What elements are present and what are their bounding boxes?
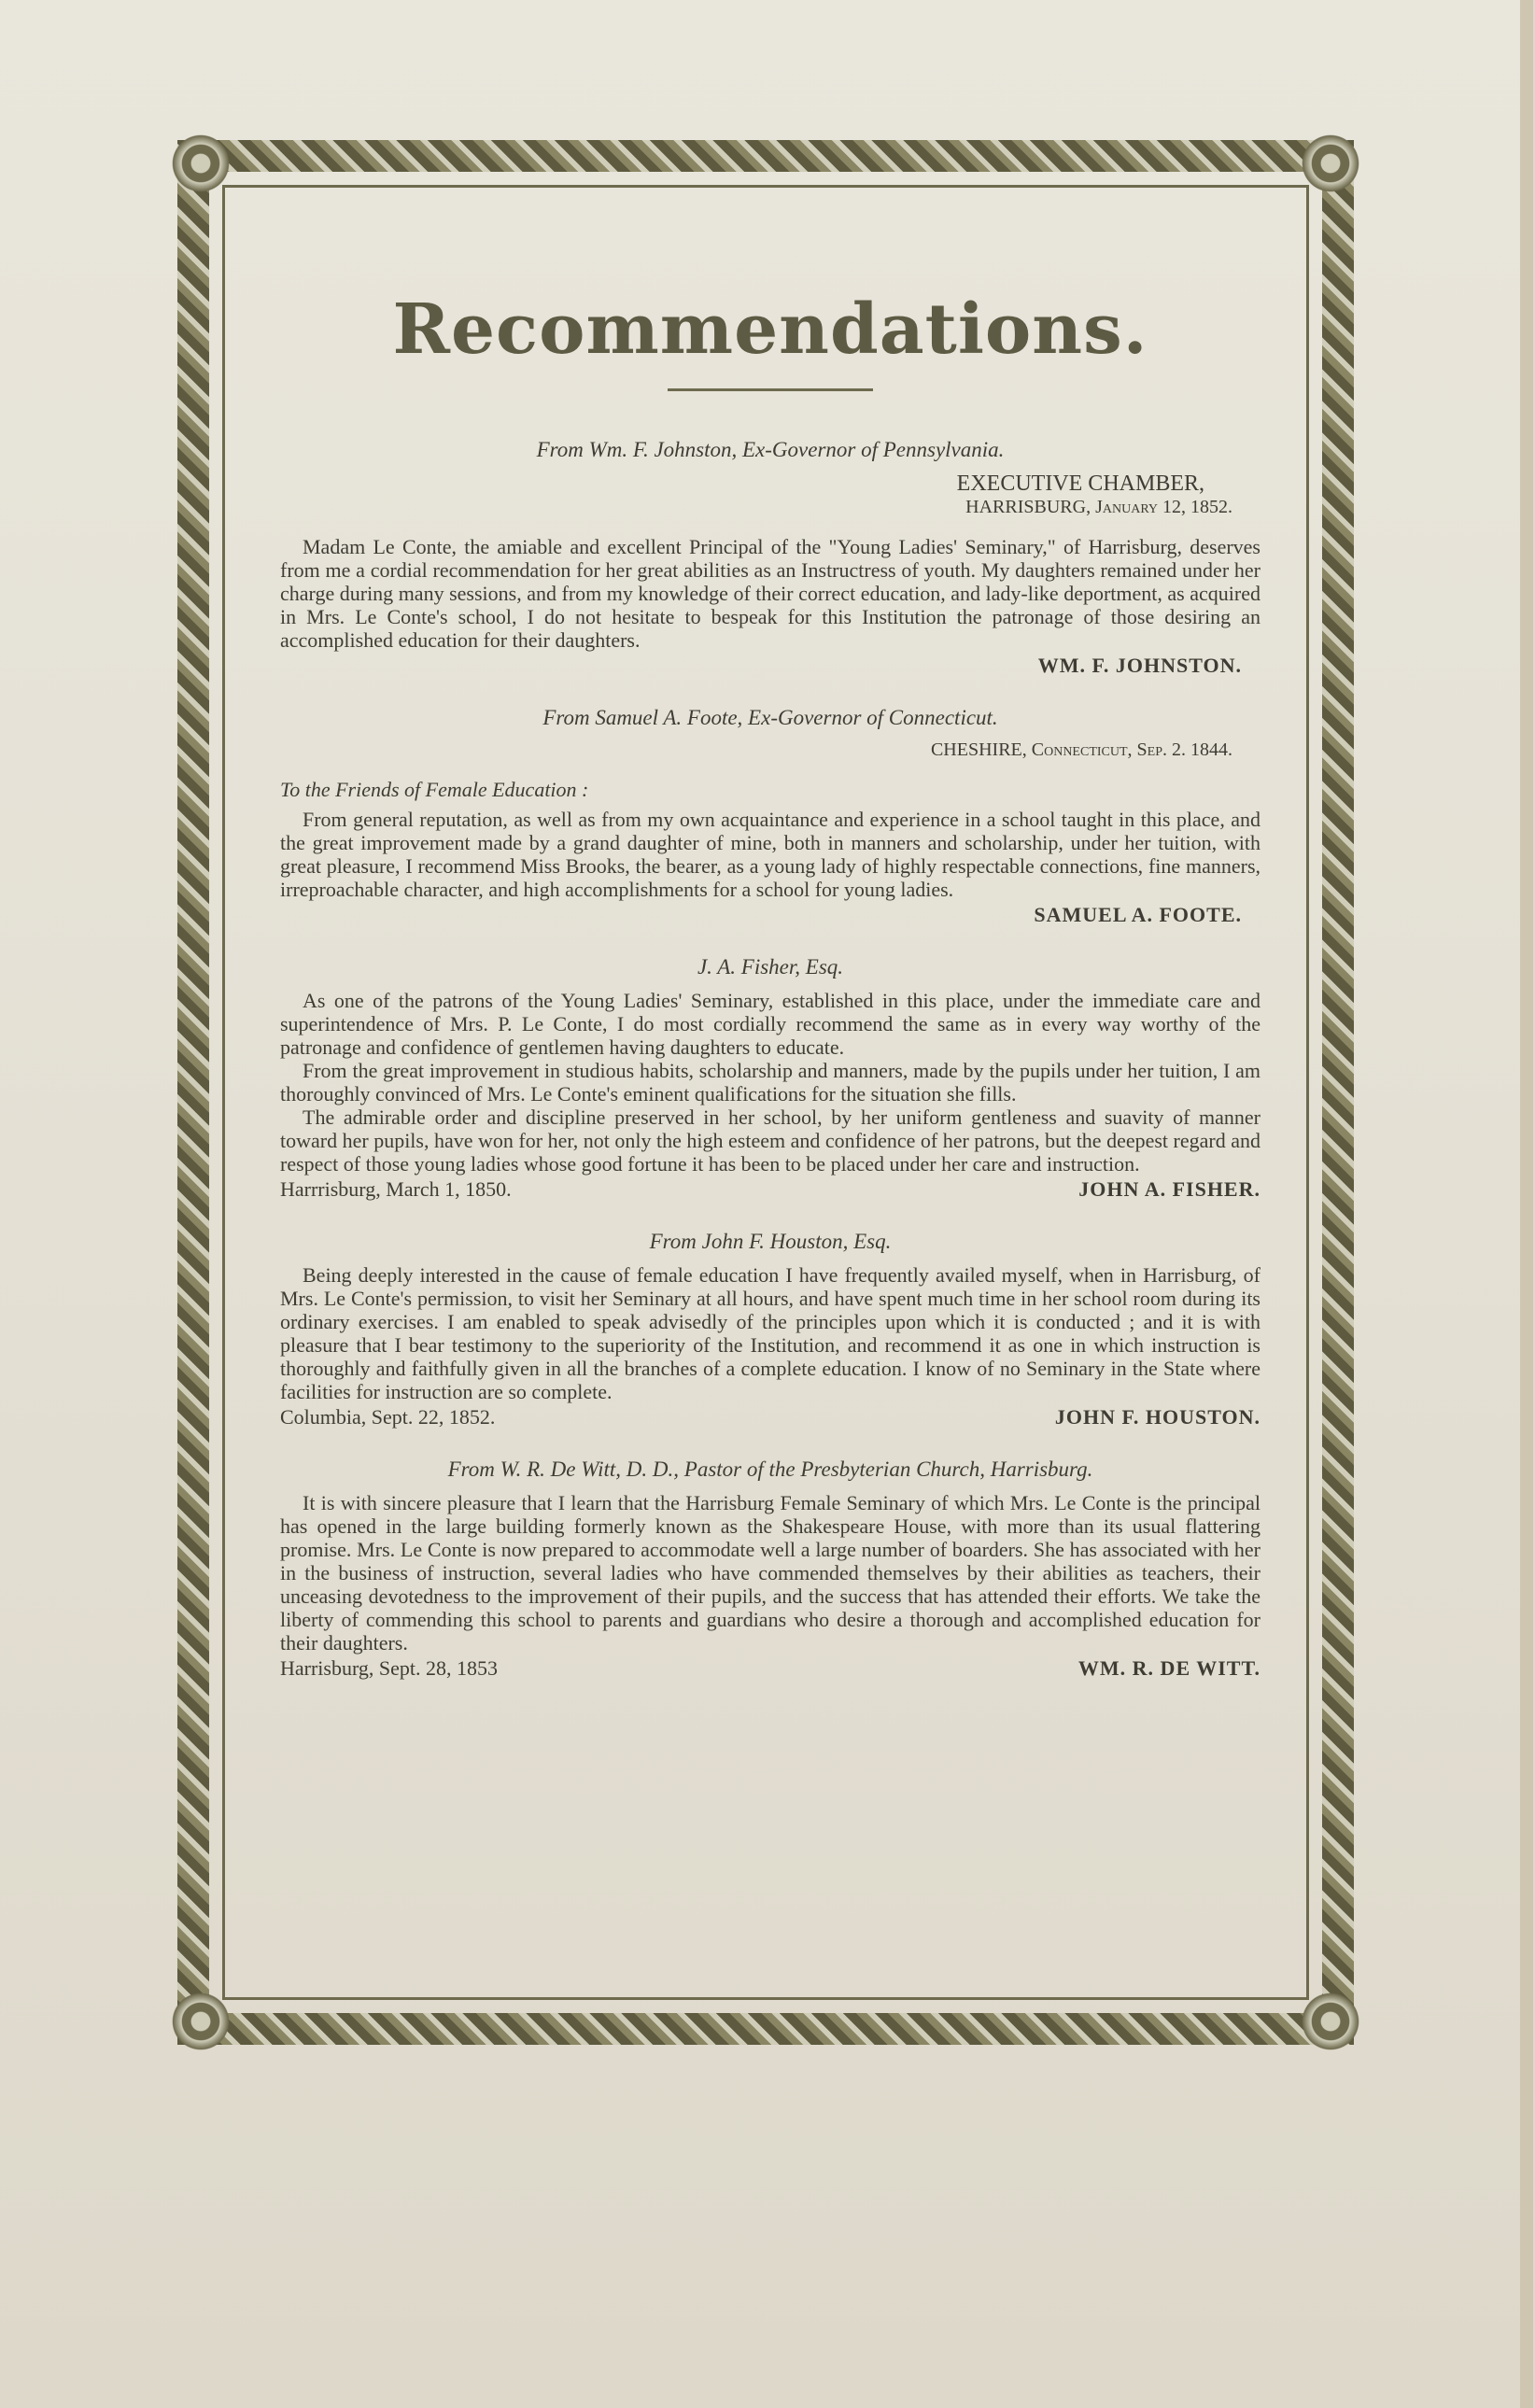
corner-ornament-icon	[168, 131, 233, 196]
letter-fisher	[280, 955, 1260, 1202]
signature: JOHN F. HOUSTON.	[1054, 1405, 1260, 1429]
place-date-line: CHESHIRE, Connecticut, Sep. 2. 1844.	[930, 739, 1232, 760]
letter-paragraph: The admirable order and discipline preserved in her school, by her uniform gentleness and suavity of manner toward her pupils, have won for her, not only the high esteem and confidence of her patrons, but the deepest regard and respect of those young ladies whose good fortune it has been to be placed under her care and instruction.	[280, 1105, 1260, 1176]
signature-row	[280, 1405, 1260, 1429]
signature: SAMUEL A. FOOTE.	[1034, 903, 1242, 926]
page-title: Recommendations.	[392, 289, 1148, 370]
letter-paragraph: Being deeply interested in the cause of female education I have frequently availed myself, when in Harrisburg, of Mrs. Le Conte's permission, to visit her Seminary at all hours, and have spent much time in her school room during its ordinary exercises. I am enabled to speak advisedly of the principles upon which it is conducted ; and it is with pleasure that I bear testimony to the superiority of the Institution, and recommend it as one in which instruction is thoroughly and faithfully given in all the branches of a complete education. I know of no Seminary in the State where facilities for instruction are so complete.	[280, 1263, 1260, 1403]
letter-foote	[280, 706, 1260, 927]
dateline: Harrisburg, Sept. 28, 1853	[280, 1656, 499, 1680]
letter-paragraph: From general reputation, as well as from my own acquaintance and experience in a school taught in this place, and the great improvement made by a grand daughter of mine, both in manners and scholarship, under her tuition, with great pleasure, I recommend Miss Brooks, the bearer, as a young lady of highly respectable connections, fine manners, irreproachable character, and high accomplishments for a school for young ladies.	[280, 808, 1260, 901]
dateline: Columbia, Sept. 22, 1852.	[280, 1405, 496, 1429]
place-line: EXECUTIVE CHAMBER,	[956, 472, 1204, 496]
signature: WM. R. DE WITT.	[1077, 1656, 1260, 1680]
letter-paragraph: Madam Le Conte, the amiable and excellent Principal of the "Young Ladies' Seminary," of Harrisburg, deserves from me a cordial recommendation for her great abilities as an Instructress of youth. My daughters remained under her charge during many sessions, and from my knowledge of their correct education, and lady-like deportment, as acquired in Mrs. Le Conte's school, I do not hesitate to bespeak for this Institution the patronage of those desiring an accomplished education for their daughters.	[280, 535, 1260, 652]
signature-row	[280, 1177, 1260, 1202]
letter-houston	[280, 1230, 1260, 1429]
dateline: Harrrisburg, March 1, 1850.	[280, 1177, 512, 1201]
letter-paragraph: It is with sincere pleasure that I learn that the Harrisburg Female Seminary of which Mrs. Le Conte is the principal has opened in the large building formerly known as the Shakespeare House, with more than its usual flattering promise. Mrs. Le Conte is now prepared to accommodate well a large number of boarders. She has associated with her in the business of instruction, several ladies who have commended themselves by their abilities as teachers, their unceasing devotedness to the improvement of their pupils, and the success that has attended their efforts. We take the liberty of commending this school to parents and guardians who desire a thorough and accomplished education for their daughters.	[280, 1491, 1260, 1655]
letter-paragraph: As one of the patrons of the Young Ladies' Seminary, established in this place, under the immediate care and superintendence of Mrs. P. Le Conte, I do most cordially recommend the same as in every way worthy of the patronage and confidence of gentlemen having daughters to educate.	[280, 989, 1260, 1059]
letter-heading: J. A. Fisher, Esq.	[697, 955, 844, 979]
corner-ornament-icon	[1298, 1989, 1363, 2054]
signature-row	[280, 1656, 1260, 1681]
corner-ornament-icon	[1298, 131, 1363, 196]
corner-ornament-icon	[168, 1989, 233, 2054]
letter-heading: From Samuel A. Foote, Ex-Governor of Connecticut.	[542, 706, 998, 729]
document-content	[280, 233, 1260, 1709]
letter-heading: From W. R. De Witt, D. D., Pastor of the Presbyterian Church, Harrisburg.	[447, 1457, 1093, 1481]
letter-johnston	[280, 438, 1260, 678]
letter-paragraph: From the great improvement in studious habits, scholarship and manners, made by the pupils under her tuition, I am thoroughly convinced of Mrs. Le Conte's eminent qualifications for the situation she fills.	[280, 1059, 1260, 1105]
decorative-rule	[668, 388, 873, 391]
salutation: To the Friends of Female Education :	[280, 778, 589, 801]
letter-heading: From John F. Houston, Esq.	[649, 1230, 892, 1253]
letter-dewitt	[280, 1457, 1260, 1681]
signature: JOHN A. FISHER.	[1078, 1177, 1260, 1201]
date-line: HARRISBURG, January 12, 1852.	[965, 497, 1232, 517]
letter-heading: From Wm. F. Johnston, Ex-Governor of Pennsylvania.	[536, 438, 1005, 461]
signature: WM. F. JOHNSTON.	[1037, 654, 1242, 677]
